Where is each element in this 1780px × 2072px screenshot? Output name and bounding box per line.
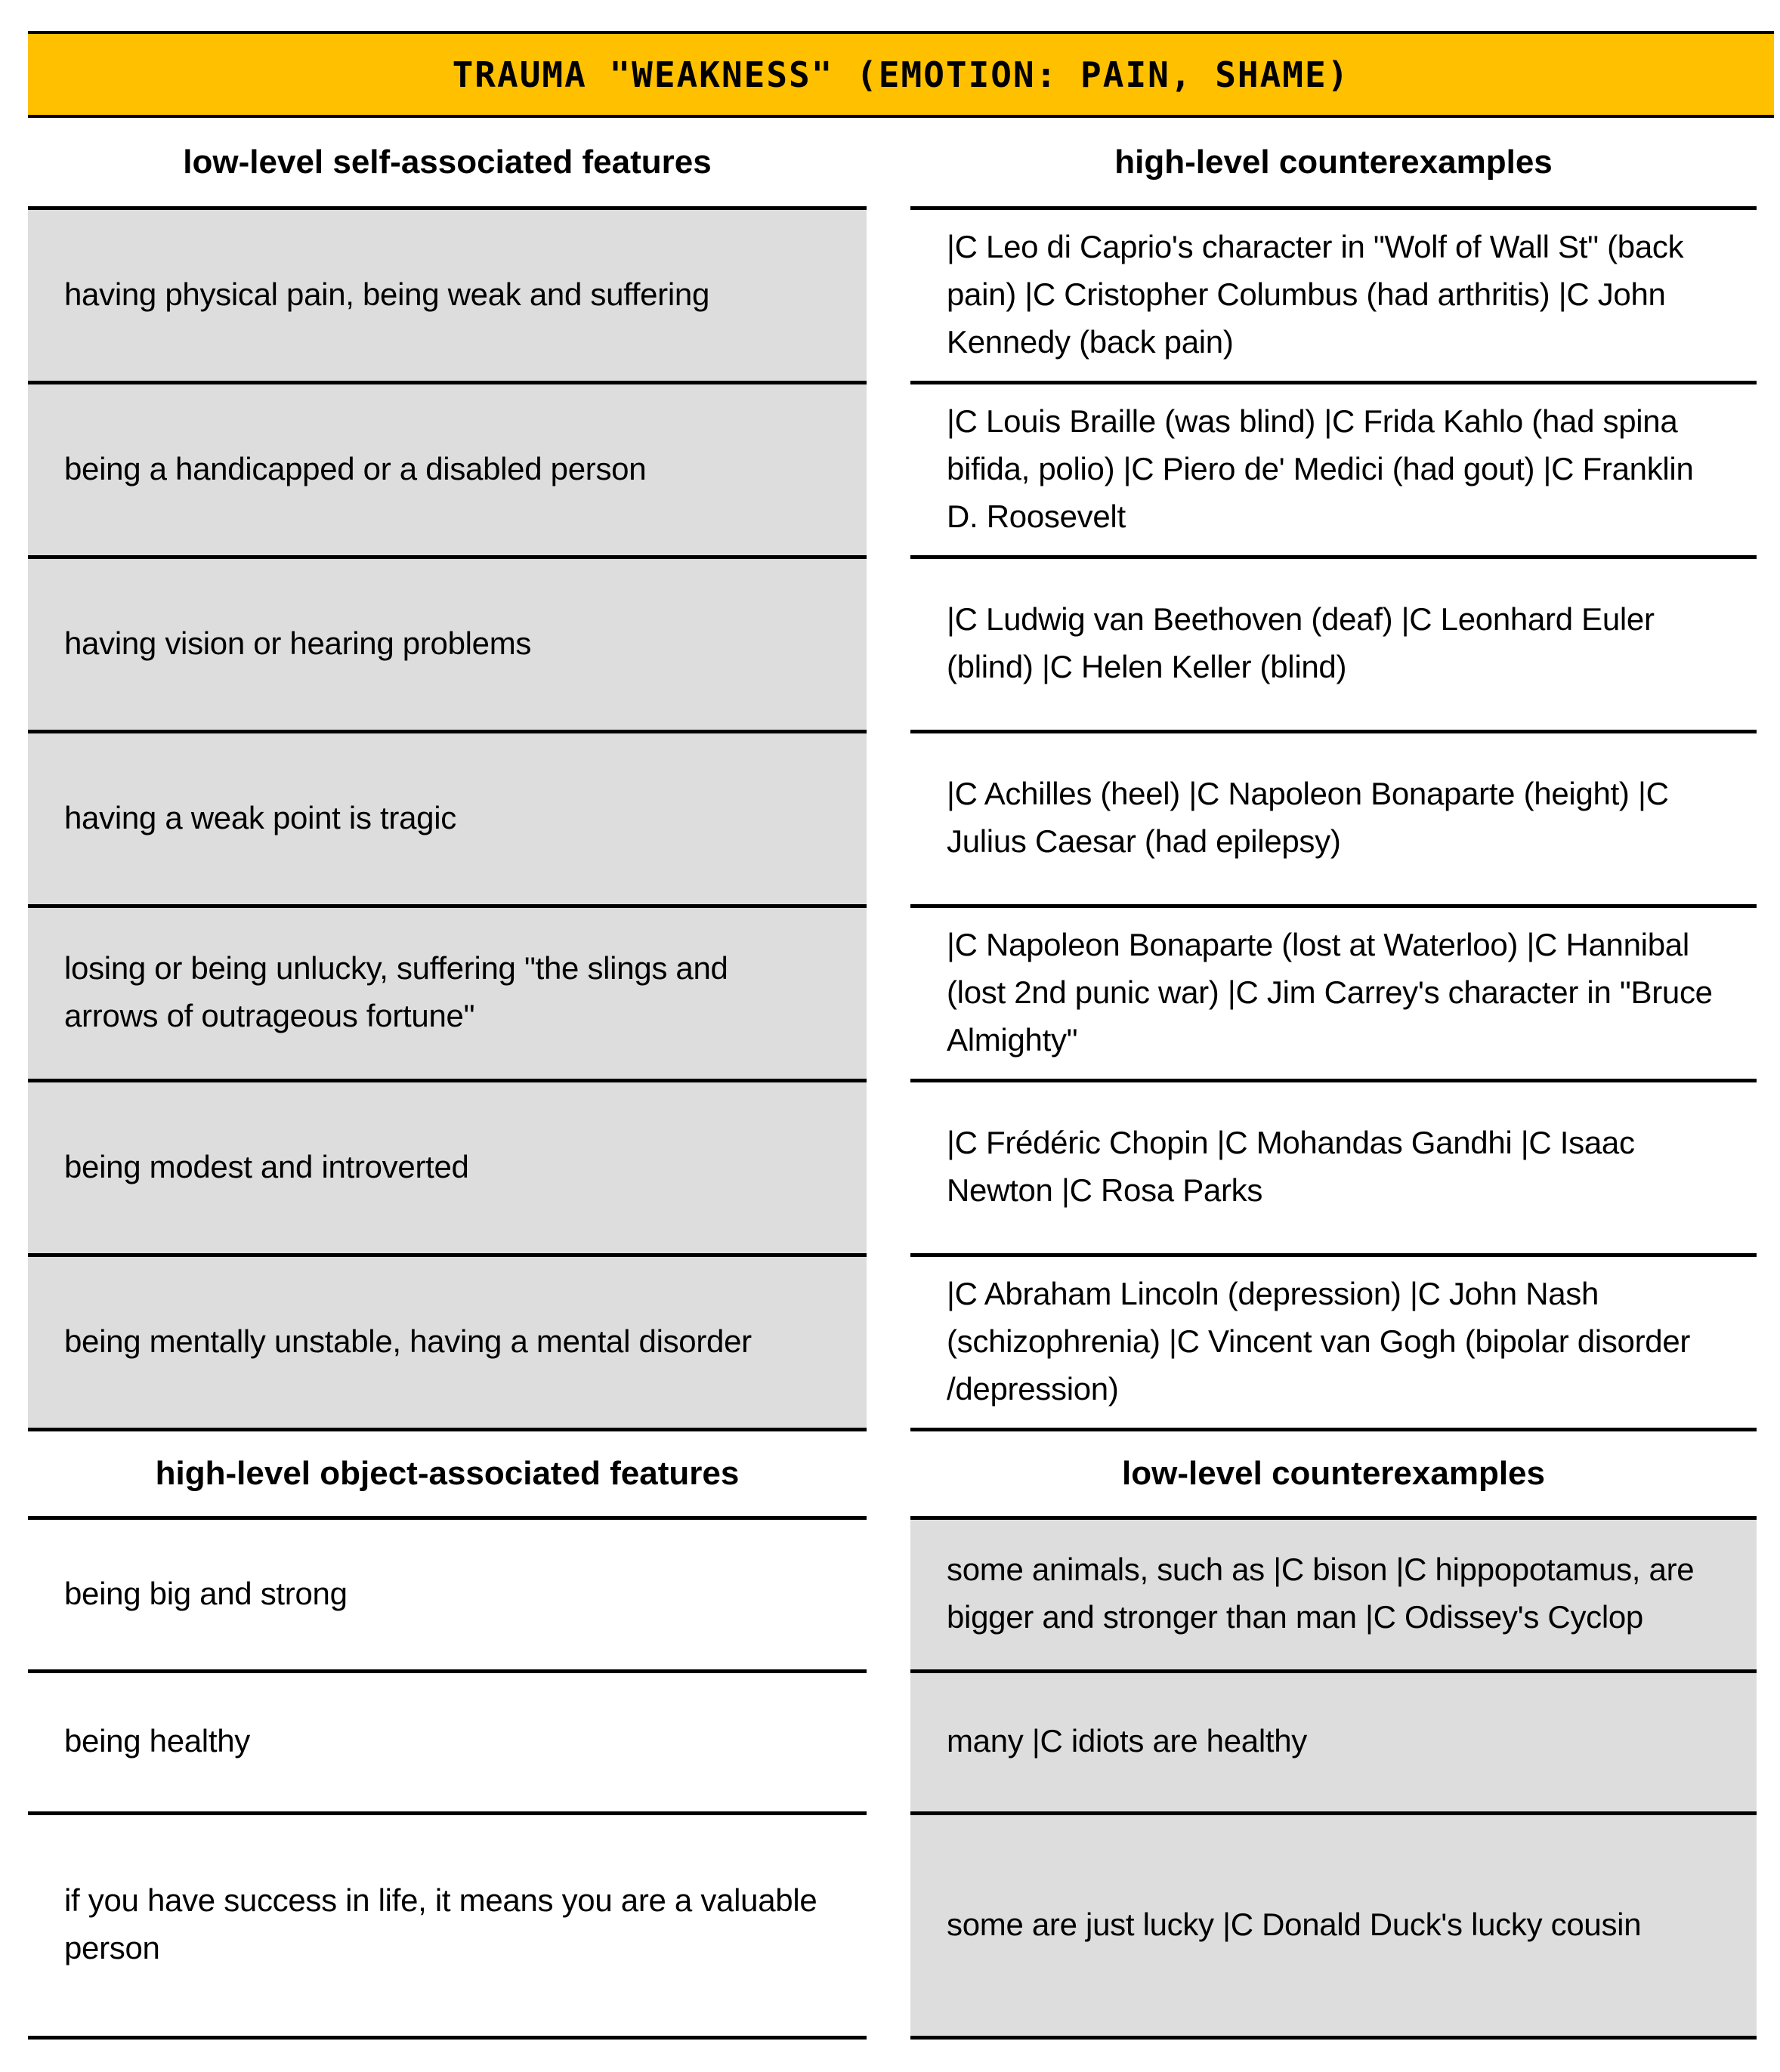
feature-text: losing or being unlucky, suffering "the slings and arrows of outrageous fortune": [64, 950, 728, 1033]
section-1-row-4-left-cell: [28, 730, 867, 904]
counterexample-text: |C Achilles (heel) |C Napoleon Bonaparte (height) |C Julius Caesar (had epilepsy): [947, 776, 1669, 859]
section-1-row-6-left-cell: [28, 1079, 867, 1253]
title-banner: [28, 31, 1774, 118]
counterexample-text: |C Leo di Caprio's character in "Wolf of Wall St" (back pain) |C Cristopher Columbus (had arthritis) |C John Kennedy (back pain): [947, 228, 1684, 360]
table: [0, 118, 1780, 2040]
section-1-row-5-right-cell: [910, 904, 1757, 1079]
section-1-row-1-right-cell: [910, 206, 1757, 381]
counterexample-text: |C Napoleon Bonaparte (lost at Waterloo) |C Hannibal (lost 2nd punic war) |C Jim Carrey's character in "Bruce Almighty": [947, 926, 1713, 1058]
section-1-header-band: [28, 118, 1780, 206]
counterexample-text: some animals, such as |C bison |C hippopotamus, are bigger and stronger than man |C Odissey's Cyclop: [947, 1552, 1695, 1635]
counterexample-text: |C Ludwig van Beethoven (deaf) |C Leonhard Euler (blind) |C Helen Keller (blind): [947, 601, 1655, 684]
section-1-row-6-right-cell: [910, 1079, 1757, 1253]
feature-text: having vision or hearing problems: [64, 625, 532, 661]
feature-text: being modest and introverted: [64, 1148, 469, 1184]
feature-text: being a handicapped or a disabled person: [64, 450, 647, 486]
section-1-row-1-left-cell: [28, 206, 867, 381]
feature-text: being healthy: [64, 1723, 250, 1759]
section-1-right-column-header: high-level counterexamples: [1114, 143, 1553, 181]
section-1-row-7-left-cell: [28, 1253, 867, 1428]
section-1-rows: [28, 206, 1780, 1428]
section-1-row-3-left-cell: [28, 555, 867, 730]
section-1-row-2-left-cell: [28, 381, 867, 555]
section-2-header-band: [28, 1428, 1780, 1516]
page-title: TRAUMA "WEAKNESS" (EMOTION: PAIN, SHAME): [452, 54, 1350, 95]
section-2-row-1-left-cell: [28, 1516, 867, 1669]
section-2-row-3-left-cell: [28, 1811, 867, 2040]
counterexample-text: |C Frédéric Chopin |C Mohandas Gandhi |C Isaac Newton |C Rosa Parks: [947, 1125, 1635, 1208]
section-2-right-column-header: low-level counterexamples: [910, 1428, 1757, 1516]
section-1-row-4-right-cell: [910, 730, 1757, 904]
counterexample-text: |C Abraham Lincoln (depression) |C John Nash (schizophrenia) |C Vincent van Gogh (bipolar disorder /depression): [947, 1275, 1691, 1407]
counterexample-text: many |C idiots are healthy: [947, 1723, 1308, 1759]
section-2-row-3-right-cell: [910, 1811, 1757, 2040]
feature-text: if you have success in life, it means you are a valuable person: [64, 1882, 817, 1965]
feature-text: having physical pain, being weak and suffering: [64, 276, 710, 312]
section-1-row-2-right-cell: [910, 381, 1757, 555]
feature-text: being mentally unstable, having a mental disorder: [64, 1323, 752, 1359]
section-1-row-3-right-cell: [910, 555, 1757, 730]
section-1-left-column-header: low-level self-associated features: [183, 143, 712, 181]
section-1-row-7-right-cell: [910, 1253, 1757, 1428]
counterexample-text: some are just lucky |C Donald Duck's lucky cousin: [947, 1906, 1642, 1942]
counterexample-text: |C Louis Braille (was blind) |C Frida Kahlo (had spina bifida, polio) |C Piero de' Medici (had gout) |C Franklin D. Roosevelt: [947, 403, 1694, 534]
feature-text: being big and strong: [64, 1575, 348, 1611]
section-2-left-column-header: high-level object-associated features: [28, 1428, 867, 1516]
section-1-row-5-left-cell: [28, 904, 867, 1079]
feature-text: having a weak point is tragic: [64, 799, 456, 835]
section-2-rows: [28, 1516, 1780, 2040]
section-2-row-2-left-cell: [28, 1669, 867, 1811]
section-2-row-2-right-cell: [910, 1669, 1757, 1811]
section-2-row-1-right-cell: [910, 1516, 1757, 1669]
